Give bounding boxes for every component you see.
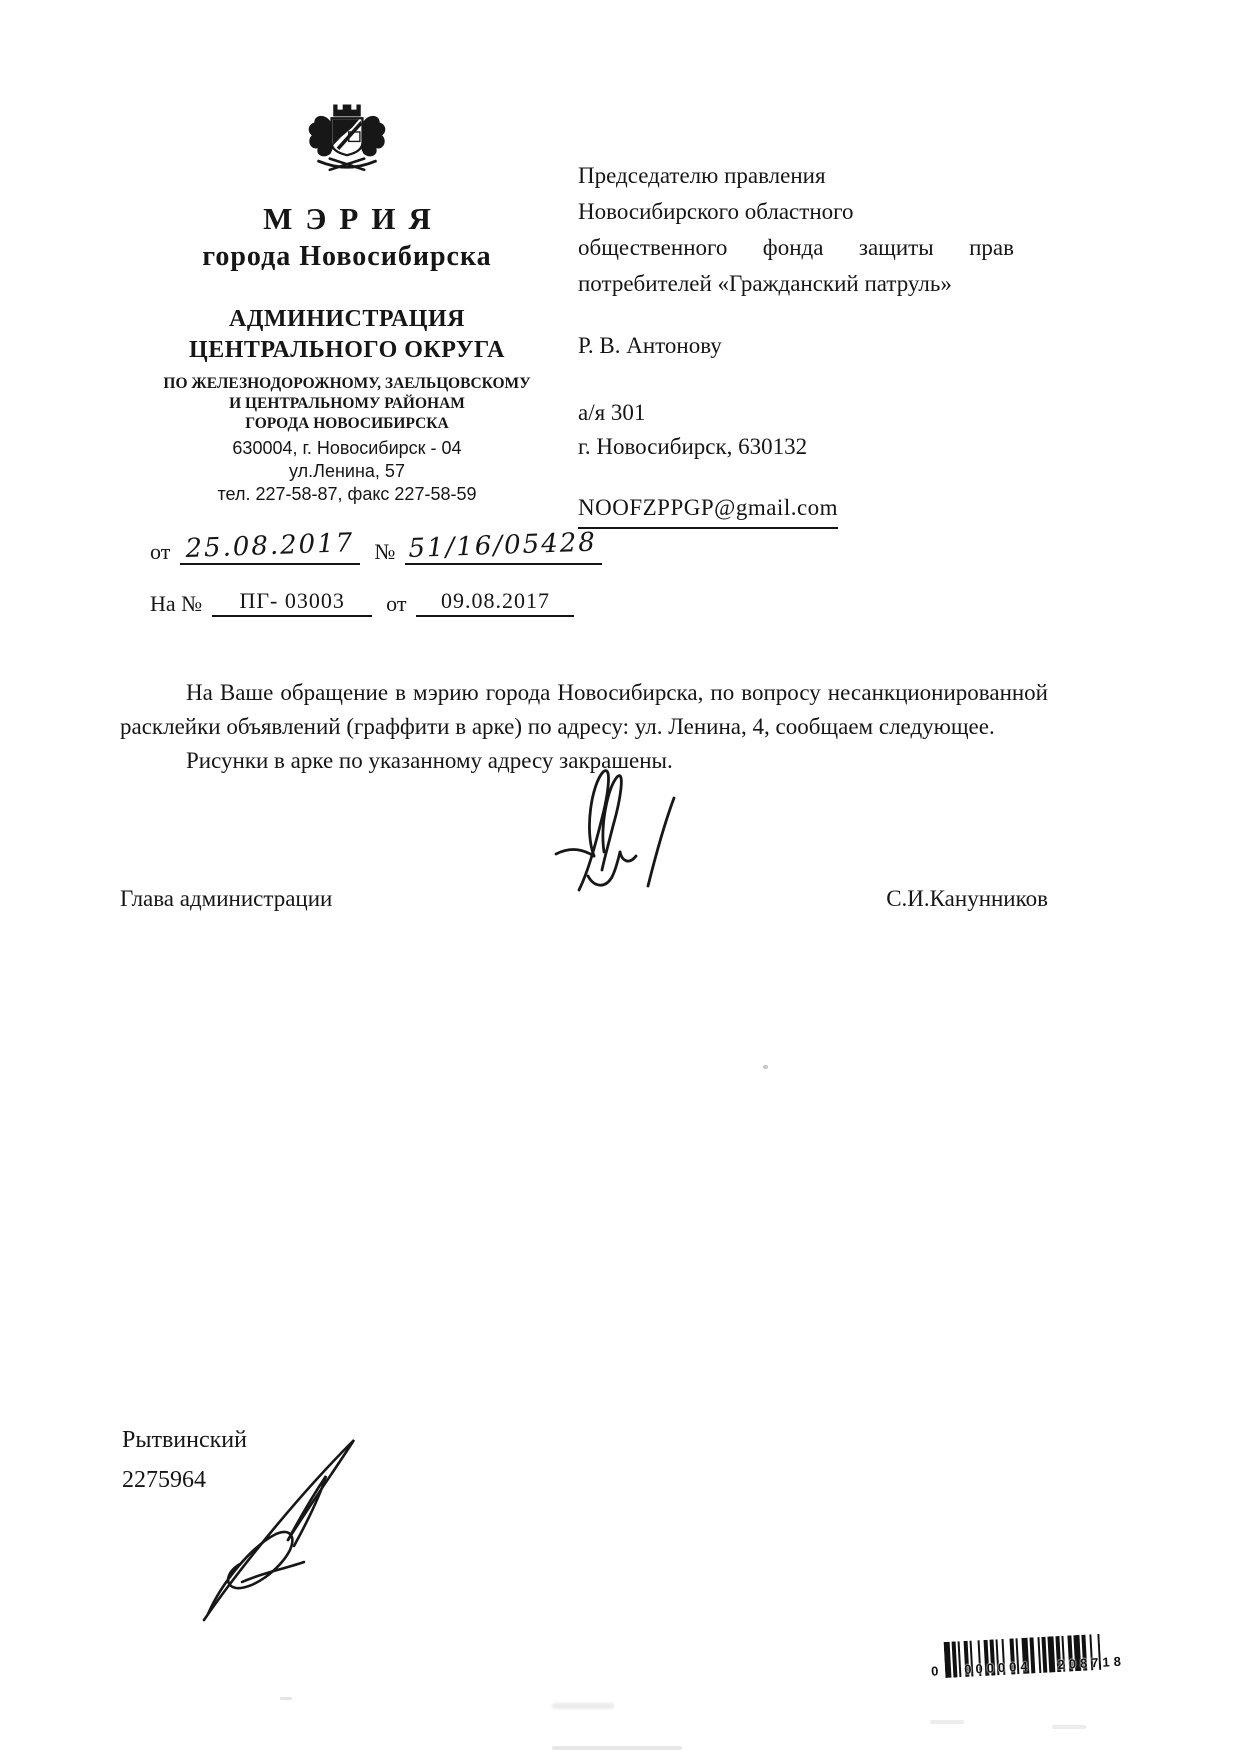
executor-phone: 2275964	[122, 1467, 206, 1493]
scan-artifact	[1052, 1725, 1086, 1729]
org-title-line2: города Новосибирска	[202, 241, 492, 272]
district-line2: И ЦЕНТРАЛЬНОМУ РАЙОНАМ	[229, 395, 465, 412]
outgoing-from-label: от	[150, 539, 171, 564]
emblem	[112, 102, 582, 190]
scan-artifact	[930, 1720, 964, 1724]
incoming-label: На №	[150, 591, 203, 616]
incoming-number: ПГ- 03003	[239, 588, 345, 613]
outgoing-reference-line	[150, 527, 602, 565]
barcode	[930, 1633, 1126, 1696]
body-paragraph-1: На Ваше обращение в мэрию города Новосибирска, по вопросу несанкционированной расклейки объявлений (граффити в арке) по адресу: ул. Ленина, 4, сообщаем следующее.	[120, 680, 1048, 739]
signer-position: Глава администрации	[120, 886, 333, 911]
recipient-line: Новосибирского областного	[578, 199, 854, 224]
division-line1: АДМИНИСТРАЦИЯ	[229, 306, 465, 332]
recipient-po-box: а/я 301	[578, 400, 646, 425]
incoming-date-field	[416, 588, 574, 617]
outgoing-date-handwritten: 25.08.2017	[184, 528, 355, 564]
address-line3: тел. 227-58-87, факс 227-58-59	[217, 484, 477, 504]
district-line1: ПО ЖЕЛЕЗНОДОРОЖНОМУ, ЗАЕЛЬЦОВСКОМУ	[163, 375, 531, 392]
novosibirsk-coat-of-arms-icon	[304, 102, 390, 186]
incoming-date: 09.08.2017	[440, 588, 550, 613]
address-line1: 630004, г. Новосибирск - 04	[232, 438, 462, 458]
barcode-digit-group: 208718	[1057, 1653, 1126, 1673]
outgoing-number-field	[405, 527, 601, 565]
scan-artifact	[280, 1697, 292, 1700]
head-signature	[546, 760, 696, 903]
scan-artifact	[552, 1746, 682, 1750]
signature-stroke-icon	[546, 760, 696, 898]
org-title-line1: МЭРИЯ	[263, 201, 444, 236]
scan-artifact	[763, 1065, 768, 1069]
scan-artifact	[552, 1703, 614, 1709]
outgoing-date-field	[180, 528, 360, 565]
barcode-digit-group: 0	[930, 1663, 943, 1679]
barcode-digit-group: 000004	[963, 1658, 1032, 1677]
signature-flourish-icon	[192, 1424, 372, 1629]
email-text: NOOFZPPGP@gmail.com	[578, 490, 838, 529]
incoming-from-label: от	[386, 591, 407, 616]
recipient-line: общественного фонда защиты прав	[578, 235, 1014, 260]
outgoing-number-label: №	[374, 539, 396, 564]
recipient-city: г. Новосибирск, 630132	[578, 434, 808, 459]
recipient-email	[578, 490, 1014, 529]
division-line2: ЦЕНТРАЛЬНОГО ОКРУГА	[189, 337, 505, 363]
recipient-block	[578, 158, 1014, 529]
incoming-reference-line	[150, 588, 574, 617]
address-line2: ул.Ленина, 57	[289, 461, 405, 481]
executor-name: Рытвинский	[122, 1427, 247, 1453]
signer-name: С.И.Канунников	[886, 886, 1048, 911]
recipient-line: потребителей «Гражданский патруль»	[578, 271, 952, 296]
executor-signature	[192, 1424, 372, 1634]
letterhead	[112, 102, 582, 506]
incoming-number-field	[212, 588, 372, 617]
body-paragraph-2: Рисунки в арке по указанному адресу закрашены.	[186, 748, 673, 773]
district-line3: ГОРОДА НОВОСИБИРСКА	[245, 415, 449, 432]
recipient-line: Председателю правления	[578, 163, 826, 188]
recipient-name: Р. В. Антонову	[578, 333, 722, 358]
outgoing-number-handwritten: 51/16/05428	[408, 527, 598, 564]
